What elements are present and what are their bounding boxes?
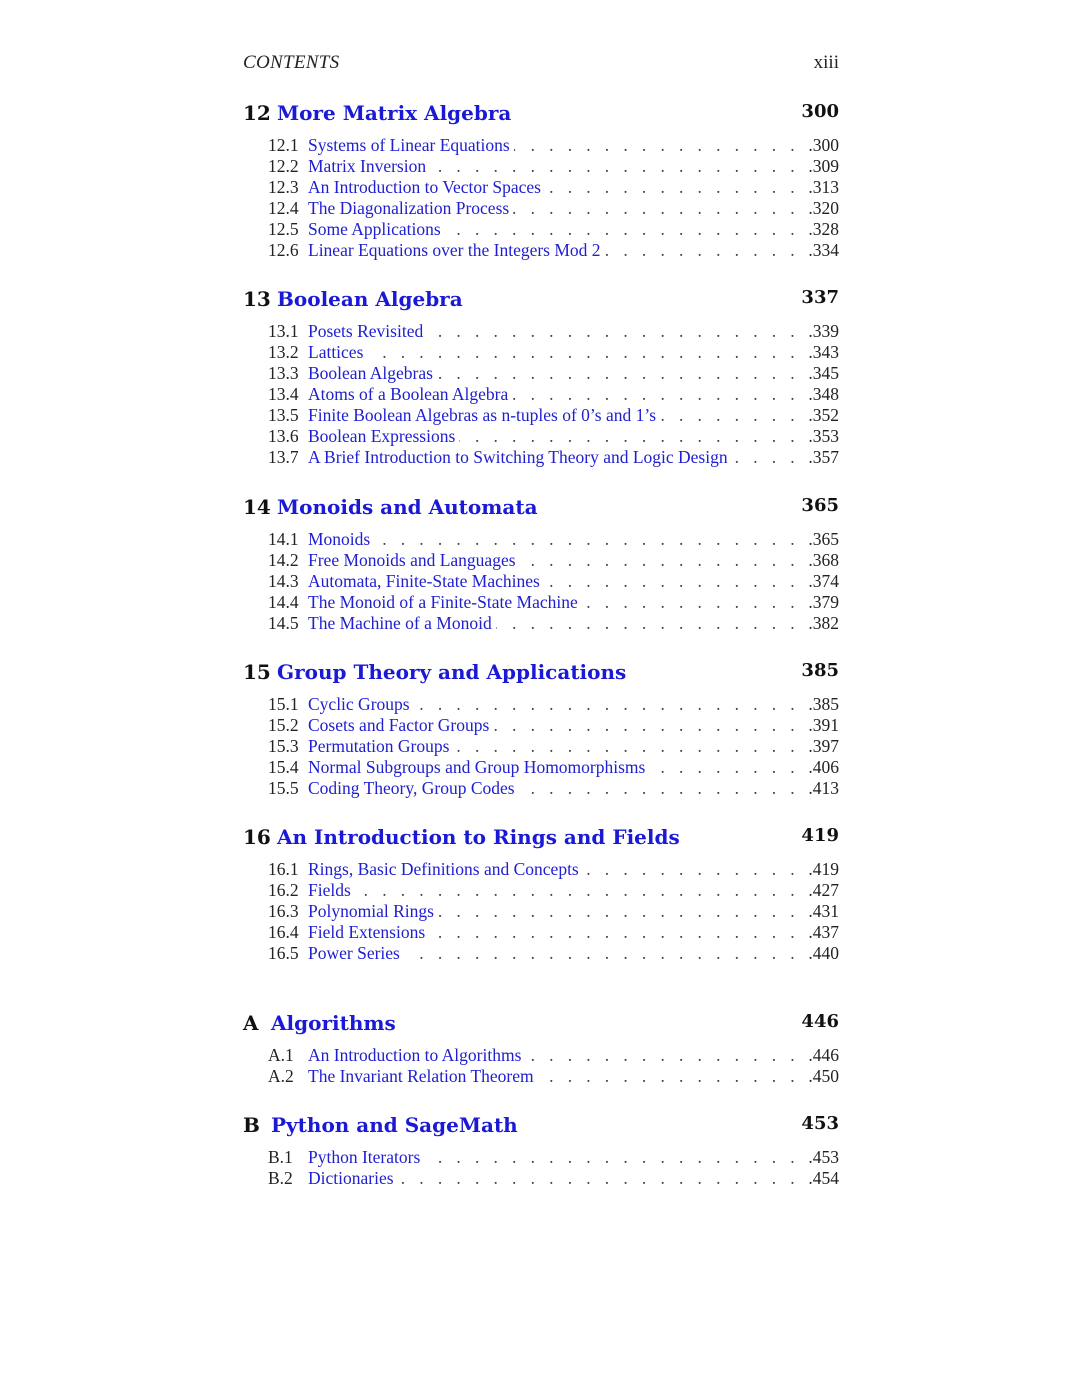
section-page-number: . 437 bbox=[808, 922, 839, 943]
section-number: 13.5 bbox=[268, 405, 299, 425]
running-head bbox=[243, 52, 839, 76]
section-title-link[interactable]: The Invariant Relation Theorem bbox=[308, 1066, 538, 1087]
toc-entry bbox=[268, 321, 839, 342]
chapter-heading bbox=[243, 287, 839, 321]
toc-entry bbox=[268, 198, 839, 219]
section-number: B.1 bbox=[268, 1147, 293, 1167]
section-page-number: . 343 bbox=[808, 342, 839, 363]
section-page-number: . 379 bbox=[808, 592, 839, 613]
toc-entry bbox=[268, 405, 839, 426]
section-number: 12.6 bbox=[268, 240, 299, 260]
dot-leader bbox=[308, 342, 805, 363]
section-title-link[interactable]: The Monoid of a Finite-State Machine bbox=[308, 592, 582, 613]
section-number: 15.2 bbox=[268, 715, 299, 735]
chapter-block bbox=[243, 1011, 839, 1087]
chapter-number: 13 bbox=[243, 287, 271, 311]
chapter-page-number: 419 bbox=[801, 825, 839, 846]
section-page-number: . 450 bbox=[808, 1066, 839, 1087]
chapter-page-number: 300 bbox=[801, 101, 839, 122]
toc-entry bbox=[268, 550, 839, 571]
section-page-number: . 453 bbox=[808, 1147, 839, 1168]
toc-entry bbox=[268, 901, 839, 922]
section-number: 13.7 bbox=[268, 447, 299, 467]
section-title-link[interactable]: Normal Subgroups and Group Homomorphisms bbox=[308, 757, 649, 778]
chapter-title-link[interactable]: More Matrix Algebra bbox=[277, 101, 512, 125]
section-title-link[interactable]: Free Monoids and Languages bbox=[308, 550, 520, 571]
toc-entry bbox=[268, 778, 839, 799]
section-page-number: . 413 bbox=[808, 778, 839, 799]
section-title-link[interactable]: Permutation Groups bbox=[308, 736, 453, 757]
section-page-number: . 440 bbox=[808, 943, 839, 964]
section-title-link[interactable]: Fields bbox=[308, 880, 355, 901]
section-number: 12.4 bbox=[268, 198, 299, 218]
section-page-number: . 365 bbox=[808, 529, 839, 550]
section-number: 16.4 bbox=[268, 922, 299, 942]
section-page-number: . 300 bbox=[808, 135, 839, 156]
section-title-link[interactable]: An Introduction to Algorithms bbox=[308, 1045, 525, 1066]
section-number: 16.1 bbox=[268, 859, 299, 879]
section-title-link[interactable]: Finite Boolean Algebras as n-tuples of 0’s and 1’s bbox=[308, 405, 660, 426]
section-number: 14.5 bbox=[268, 613, 299, 633]
chapter-title-link[interactable]: Python and SageMath bbox=[271, 1113, 518, 1137]
toc-entry bbox=[268, 880, 839, 901]
toc-entry bbox=[268, 177, 839, 198]
section-title-link[interactable]: Matrix Inversion bbox=[308, 156, 430, 177]
section-page-number: . 352 bbox=[808, 405, 839, 426]
section-title-link[interactable]: The Diagonalization Process bbox=[308, 198, 513, 219]
chapter-block bbox=[243, 660, 839, 799]
chapter-page-number: 365 bbox=[801, 495, 839, 516]
section-page-number: . 313 bbox=[808, 177, 839, 198]
section-title-link[interactable]: Some Applications bbox=[308, 219, 445, 240]
toc-entry bbox=[268, 384, 839, 405]
chapter-title-link[interactable]: An Introduction to Rings and Fields bbox=[277, 825, 680, 849]
chapter-title-link[interactable]: Algorithms bbox=[271, 1011, 396, 1035]
section-number: 15.4 bbox=[268, 757, 299, 777]
chapter-number: 12 bbox=[243, 101, 271, 125]
chapter-heading bbox=[243, 660, 839, 694]
section-title-link[interactable]: Field Extensions bbox=[308, 922, 429, 943]
section-number: 15.3 bbox=[268, 736, 299, 756]
chapter-heading bbox=[243, 495, 839, 529]
toc-entry bbox=[268, 1168, 839, 1189]
chapter-page-number: 446 bbox=[801, 1011, 839, 1032]
chapter-block bbox=[243, 101, 839, 261]
section-title-link[interactable]: Atoms of a Boolean Algebra bbox=[308, 384, 512, 405]
section-page-number: . 320 bbox=[808, 198, 839, 219]
toc-entry bbox=[268, 943, 839, 964]
section-title-link[interactable]: Posets Revisited bbox=[308, 321, 427, 342]
toc-entry bbox=[268, 219, 839, 240]
section-page-number: . 406 bbox=[808, 757, 839, 778]
section-number: 12.5 bbox=[268, 219, 299, 239]
toc-entry bbox=[268, 529, 839, 550]
section-title-link[interactable]: The Machine of a Monoid bbox=[308, 613, 496, 634]
running-head-title: CONTENTS bbox=[243, 52, 340, 73]
chapter-block bbox=[243, 495, 839, 634]
section-page-number: . 382 bbox=[808, 613, 839, 634]
section-number: 13.1 bbox=[268, 321, 299, 341]
section-page-number: . 368 bbox=[808, 550, 839, 571]
section-page-number: . 345 bbox=[808, 363, 839, 384]
toc-entry bbox=[268, 1147, 839, 1168]
section-number: B.2 bbox=[268, 1168, 293, 1188]
dot-leader bbox=[308, 529, 805, 550]
toc-entry bbox=[268, 156, 839, 177]
chapter-number: 16 bbox=[243, 825, 271, 849]
section-page-number: . 419 bbox=[808, 859, 839, 880]
section-title-link[interactable]: Systems of Linear Equations bbox=[308, 135, 514, 156]
section-number: 13.2 bbox=[268, 342, 299, 362]
section-number: 14.1 bbox=[268, 529, 299, 549]
toc-entry bbox=[268, 1045, 839, 1066]
toc-entry bbox=[268, 135, 839, 156]
toc-entry bbox=[268, 426, 839, 447]
chapter-title-link[interactable]: Monoids and Automata bbox=[277, 495, 538, 519]
section-title-link[interactable]: An Introduction to Vector Spaces bbox=[308, 177, 545, 198]
chapter-heading bbox=[243, 825, 839, 859]
section-title-link[interactable]: Boolean Expressions bbox=[308, 426, 459, 447]
chapter-title-link[interactable]: Group Theory and Applications bbox=[277, 660, 627, 684]
section-page-number: . 309 bbox=[808, 156, 839, 177]
section-page-number: . 334 bbox=[808, 240, 839, 261]
section-page-number: . 391 bbox=[808, 715, 839, 736]
section-page-number: . 427 bbox=[808, 880, 839, 901]
section-title-link[interactable]: Cosets and Factor Groups bbox=[308, 715, 493, 736]
section-page-number: . 353 bbox=[808, 426, 839, 447]
chapter-number: B bbox=[243, 1113, 260, 1137]
section-title-link[interactable]: Boolean Algebras bbox=[308, 363, 437, 384]
toc-entry bbox=[268, 342, 839, 363]
toc-entry bbox=[268, 859, 839, 880]
section-page-number: . 348 bbox=[808, 384, 839, 405]
section-page-number: . 328 bbox=[808, 219, 839, 240]
toc-entry bbox=[268, 922, 839, 943]
toc-entry bbox=[268, 447, 839, 468]
section-title-link[interactable]: Cyclic Groups bbox=[308, 694, 414, 715]
toc-entry bbox=[268, 736, 839, 757]
section-page-number: . 454 bbox=[808, 1168, 839, 1189]
section-title-link[interactable]: Automata, Finite-State Machines bbox=[308, 571, 544, 592]
section-page-number: . 446 bbox=[808, 1045, 839, 1066]
chapter-block bbox=[243, 287, 839, 468]
running-head-page-number: xiii bbox=[813, 52, 839, 73]
section-page-number: . 374 bbox=[808, 571, 839, 592]
section-number: 12.1 bbox=[268, 135, 299, 155]
section-title-link[interactable]: Python Iterators bbox=[308, 1147, 424, 1168]
toc-entry bbox=[268, 1066, 839, 1087]
chapter-number: 14 bbox=[243, 495, 271, 519]
section-title-link[interactable]: Lattices bbox=[308, 342, 367, 363]
section-number: 13.3 bbox=[268, 363, 299, 383]
section-title-link[interactable]: Dictionaries bbox=[308, 1168, 398, 1189]
section-number: 16.5 bbox=[268, 943, 299, 963]
section-number: 15.1 bbox=[268, 694, 299, 714]
section-title-link[interactable]: Coding Theory, Group Codes bbox=[308, 778, 519, 799]
chapter-page-number: 337 bbox=[801, 287, 839, 308]
section-number: 15.5 bbox=[268, 778, 299, 798]
chapter-title-link[interactable]: Boolean Algebra bbox=[277, 287, 463, 311]
section-number: 14.2 bbox=[268, 550, 299, 570]
section-number: 14.4 bbox=[268, 592, 299, 612]
chapter-block bbox=[243, 825, 839, 964]
section-number: 12.3 bbox=[268, 177, 299, 197]
section-title-link[interactable]: Linear Equations over the Integers Mod 2 bbox=[308, 240, 605, 261]
section-number: 13.4 bbox=[268, 384, 299, 404]
section-title-link[interactable]: Monoids bbox=[308, 529, 374, 550]
toc-entry bbox=[268, 613, 839, 634]
toc-entry bbox=[268, 240, 839, 261]
section-number: 14.3 bbox=[268, 571, 299, 591]
toc-entry bbox=[268, 757, 839, 778]
section-number: 13.6 bbox=[268, 426, 299, 446]
chapter-page-number: 385 bbox=[801, 660, 839, 681]
section-number: 16.2 bbox=[268, 880, 299, 900]
chapter-number: A bbox=[243, 1011, 259, 1035]
section-page-number: . 339 bbox=[808, 321, 839, 342]
section-number: A.2 bbox=[268, 1066, 294, 1086]
section-title-link[interactable]: Power Series bbox=[308, 943, 404, 964]
toc-entry bbox=[268, 592, 839, 613]
toc-entry bbox=[268, 694, 839, 715]
chapter-heading bbox=[243, 1113, 839, 1147]
chapter-page-number: 453 bbox=[801, 1113, 839, 1134]
chapter-heading bbox=[243, 101, 839, 135]
section-number: A.1 bbox=[268, 1045, 294, 1065]
section-page-number: . 431 bbox=[808, 901, 839, 922]
section-number: 12.2 bbox=[268, 156, 299, 176]
section-page-number: . 397 bbox=[808, 736, 839, 757]
section-page-number: . 385 bbox=[808, 694, 839, 715]
chapter-heading bbox=[243, 1011, 839, 1045]
section-page-number: . 357 bbox=[808, 447, 839, 468]
toc-entry bbox=[268, 571, 839, 592]
dot-leader bbox=[308, 880, 805, 901]
section-number: 16.3 bbox=[268, 901, 299, 921]
section-title-link[interactable]: A Brief Introduction to Switching Theory and Logic Design bbox=[308, 447, 732, 468]
section-title-link[interactable]: Rings, Basic Definitions and Concepts bbox=[308, 859, 583, 880]
toc-entry bbox=[268, 715, 839, 736]
chapter-number: 15 bbox=[243, 660, 271, 684]
toc-entry bbox=[268, 363, 839, 384]
chapter-block bbox=[243, 1113, 839, 1189]
section-title-link[interactable]: Polynomial Rings bbox=[308, 901, 438, 922]
